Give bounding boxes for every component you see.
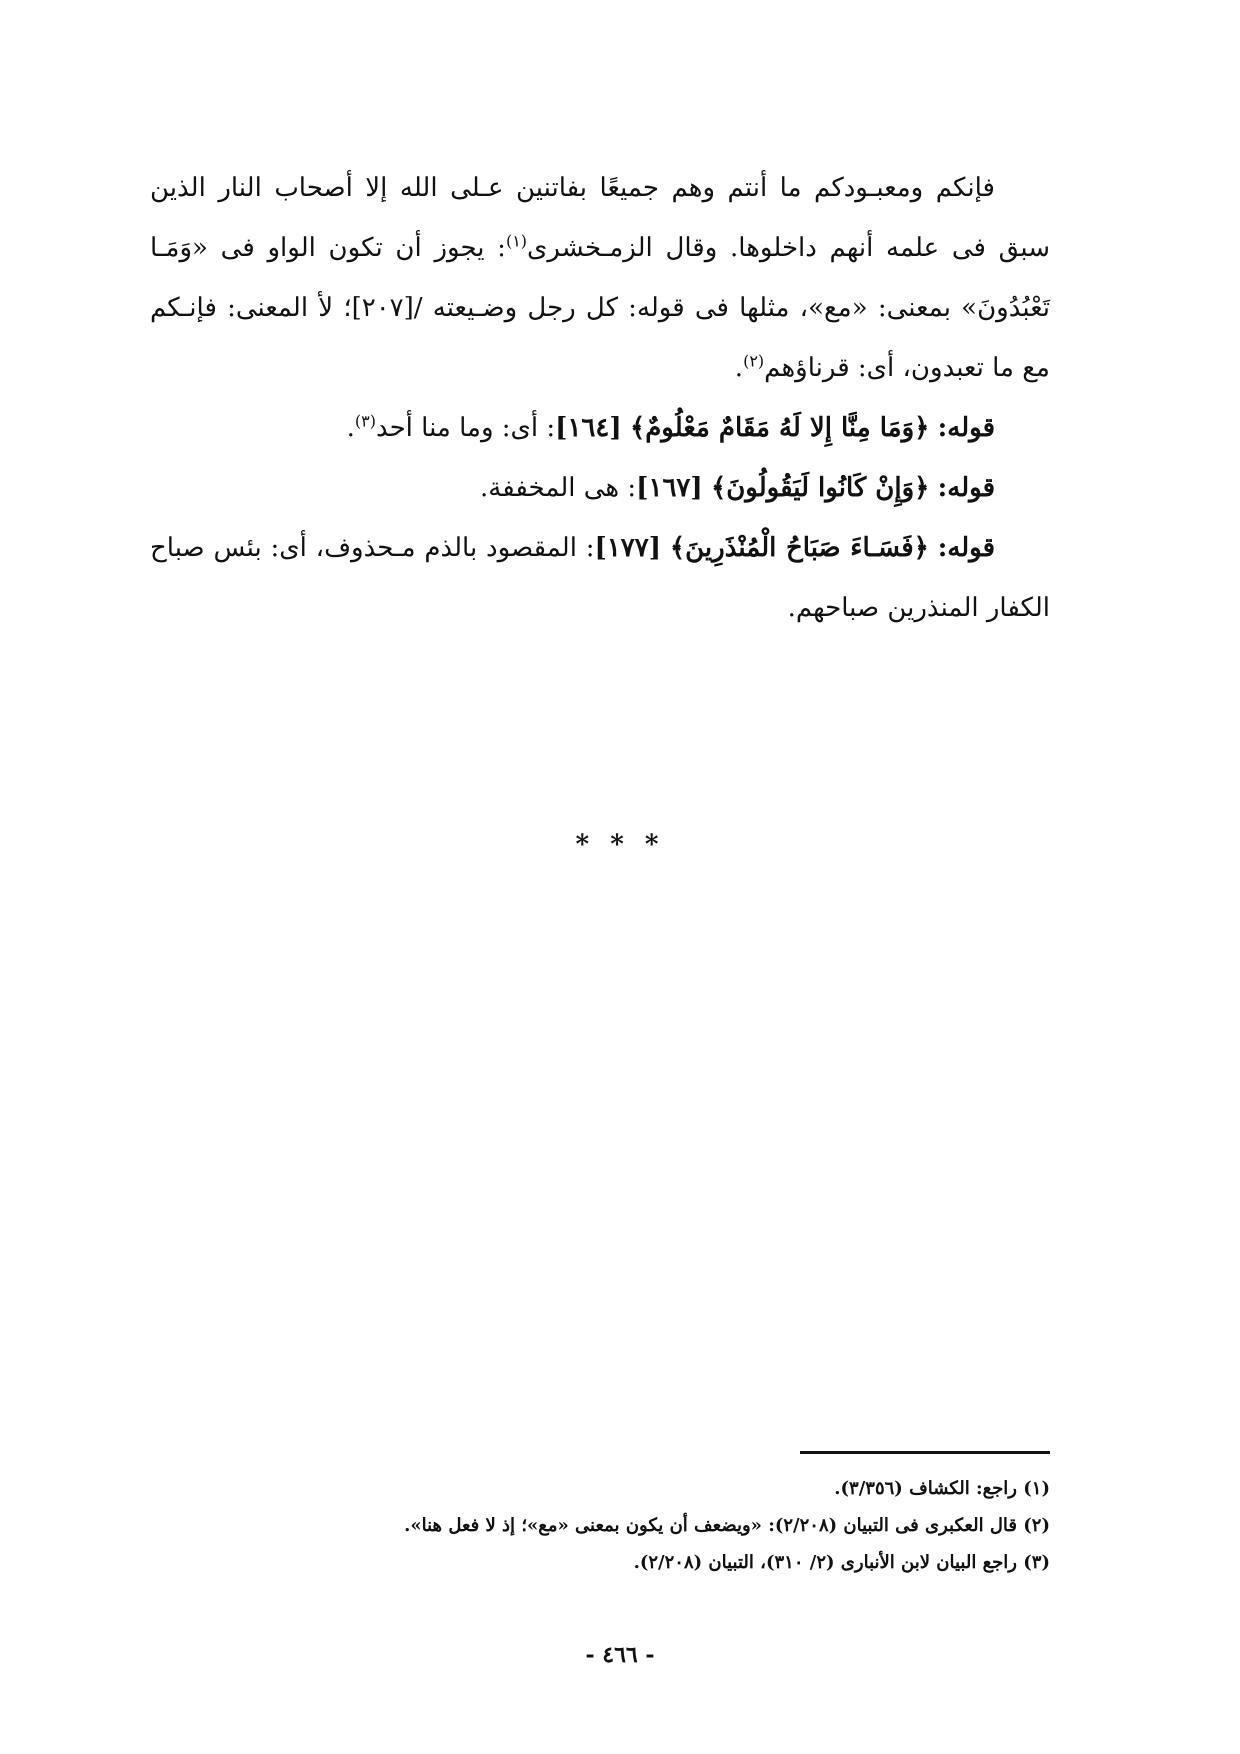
section-separator: * * *: [575, 830, 665, 860]
main-text: [150, 158, 1050, 638]
footnote-3: (٣) راجع البيان لابن الأنبارى (٢/ ٣١٠)، التبيان (٢/٢٠٨).: [633, 1552, 1050, 1573]
commentary-text: : المقصود بالذم مـحذوف، أى: بئس صباح: [150, 533, 595, 563]
p1-end: .: [734, 353, 744, 383]
commentary-text: : أى: وما منا أحد: [375, 413, 556, 443]
footnote-ref-3: (٣): [354, 411, 376, 431]
verse-number: [١٦٧]: [636, 473, 703, 503]
paragraph-4: [150, 518, 1050, 638]
paragraph-3: [150, 458, 1050, 518]
qawluh-label: قوله:: [937, 413, 995, 443]
footnote-ref-2: (٢): [743, 351, 765, 371]
quran-verse: ﴿وَإِنْ كَانُوا لَيَقُولُونَ﴾: [710, 473, 930, 503]
verse-number: [١٧٧]: [594, 533, 662, 563]
qawluh-label: قوله:: [937, 473, 995, 503]
footnote-divider: [800, 1451, 1050, 1454]
page-number: - ٤٦٦ -: [585, 1642, 655, 1668]
footnote-1: (١) راجع: الكشاف (٣/٣٥٦).: [834, 1478, 1050, 1499]
paragraph-2: [150, 398, 1050, 458]
p1-line3: بمعنى: «مع»، مثلها فى قوله: كل رجل وضـيعته /[٢٠٧]؛ لأ المعنى: فإنـكم مع ما: [150, 293, 1050, 383]
footnote-2: (٢) قال العكبرى فى التبيان (٢/٢٠٨): «ويضعف أن يكون بمعنى «مع»؛ إذ لا فعل هنا».: [404, 1515, 1050, 1536]
commentary-text: : هى المخففة.: [480, 473, 637, 503]
quran-verse: ﴿وَمَا مِنَّا إِلا لَهُ مَقَامٌ مَعْلُومٌ﴾: [629, 413, 930, 443]
footnote-ref-1: (١): [505, 231, 528, 251]
p1-line1: فإنكم ومعبـودكم ما أنتم وهم جميعًا بفاتنين عـلى الله إلا أصحاب النار الذين سبق: [150, 173, 1050, 263]
footnotes: [150, 1470, 1050, 1581]
p1-line4: تعبدون، أى: قرناؤهم: [764, 353, 984, 383]
quran-verse: ﴿فَسَـاءَ صَبَاحُ الْمُنْذَرِينَ﴾: [669, 533, 929, 563]
p2-end: .: [346, 413, 355, 443]
paragraph-1: [150, 158, 1050, 398]
qawluh-label: قوله:: [937, 533, 996, 563]
p1-line2b: : يجوز أن تكون الواو فى «وَمَـا تَعْبُدُونَ»: [150, 233, 1051, 323]
verse-number: [١٦٤]: [555, 413, 622, 443]
p4-line2: الكفار المنذرين صباحهم.: [787, 593, 1050, 623]
p1-line2a: فى علمه أنهم داخلوها. وقال الزمـخشرى: [527, 233, 986, 263]
